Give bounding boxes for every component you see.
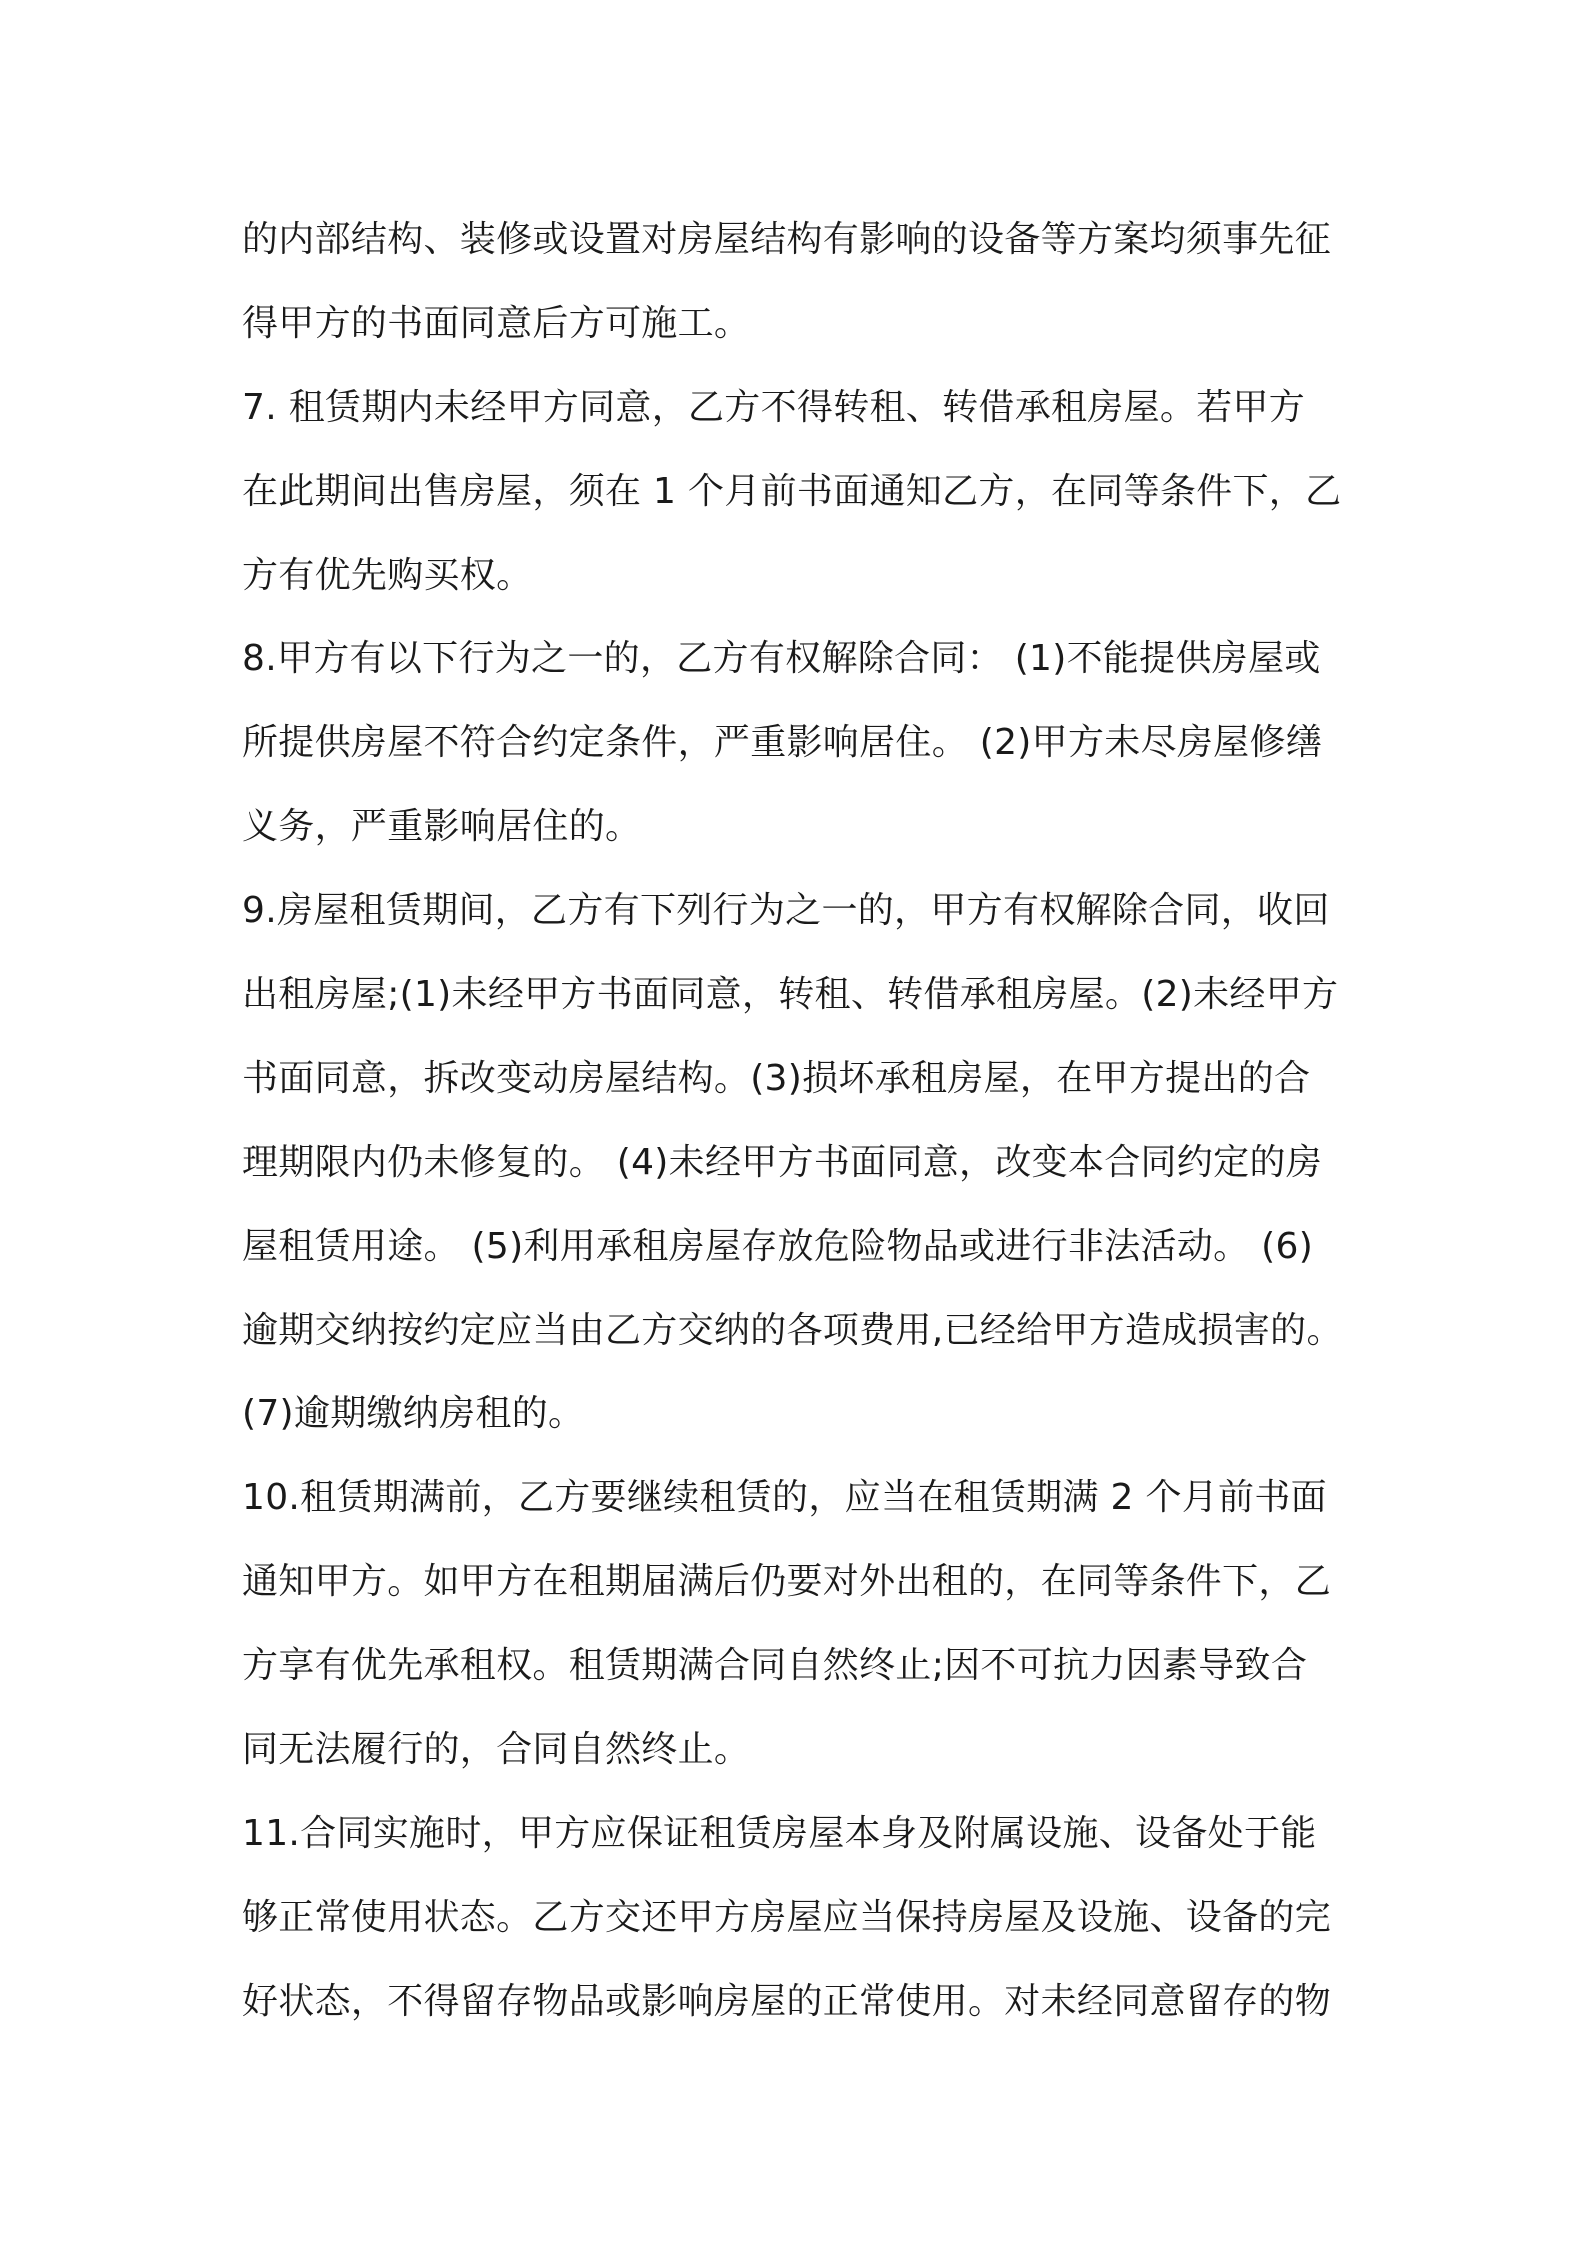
text-line: 出租房屋;(1)未经甲方书面同意，转租、转借承租房屋。(2)未经甲方 [242, 974, 1339, 1016]
text-line: 好状态，不得留存物品或影响房屋的正常使用。对未经同意留存的物 [242, 1980, 1332, 2022]
text-line: (7)逾期缴纳房租的。 [242, 1393, 585, 1435]
text-line: 够正常使用状态。乙方交还甲方房屋应当保持房屋及设施、设备的完 [242, 1896, 1332, 1938]
clause-11-line: 11.合同实施时，甲方应保证租赁房屋本身及附属设施、设备处于能 [242, 1812, 1317, 1854]
text-line: 逾期交纳按约定应当由乙方交纳的各项费用,已经给甲方造成损害的。 [242, 1309, 1343, 1351]
text-line: 书面同意，拆改变动房屋结构。(3)损坏承租房屋，在甲方提出的合 [242, 1057, 1311, 1099]
clause-9-line: 9.房屋租赁期间，乙方有下列行为之一的，甲方有权解除合同，收回 [242, 890, 1330, 932]
clause-10-line: 10.租赁期满前，乙方要继续租赁的，应当在租赁期满 2 个月前书面 [242, 1477, 1327, 1519]
text-line: 在此期间出售房屋，须在 1 个月前书面通知乙方，在同等条件下，乙 [242, 470, 1342, 512]
text-line: 理期限内仍未修复的。 (4)未经甲方书面同意，改变本合同约定的房 [242, 1141, 1323, 1183]
clause-7-line: 7. 租赁期内未经甲方同意，乙方不得转租、转借承租房屋。若甲方 [242, 386, 1306, 428]
text-line: 得甲方的书面同意后方可施工。 [242, 302, 751, 344]
text-line: 所提供房屋不符合约定条件，严重影响居住。 (2)甲方未尽房屋修缮 [242, 722, 1323, 764]
text-line: 方享有优先承租权。租赁期满合同自然终止;因不可抗力因素导致合 [242, 1645, 1308, 1687]
text-line: 屋租赁用途。 (5)利用承租房屋存放危险物品或进行非法活动。 (6) [242, 1225, 1314, 1267]
text-line: 同无法履行的，合同自然终止。 [242, 1729, 751, 1771]
text-line: 义务，严重影响居住的。 [242, 806, 642, 848]
clause-8-line: 8.甲方有以下行为之一的，乙方有权解除合同： (1)不能提供房屋或 [242, 638, 1321, 680]
text-line: 方有优先购买权。 [242, 554, 533, 596]
text-line: 通知甲方。如甲方在租期届满后仍要对外出租的，在同等条件下，乙 [242, 1561, 1332, 1603]
text-line: 的内部结构、装修或设置对房屋结构有影响的设备等方案均须事先征 [242, 219, 1332, 260]
contract-text [242, 198, 1402, 2044]
